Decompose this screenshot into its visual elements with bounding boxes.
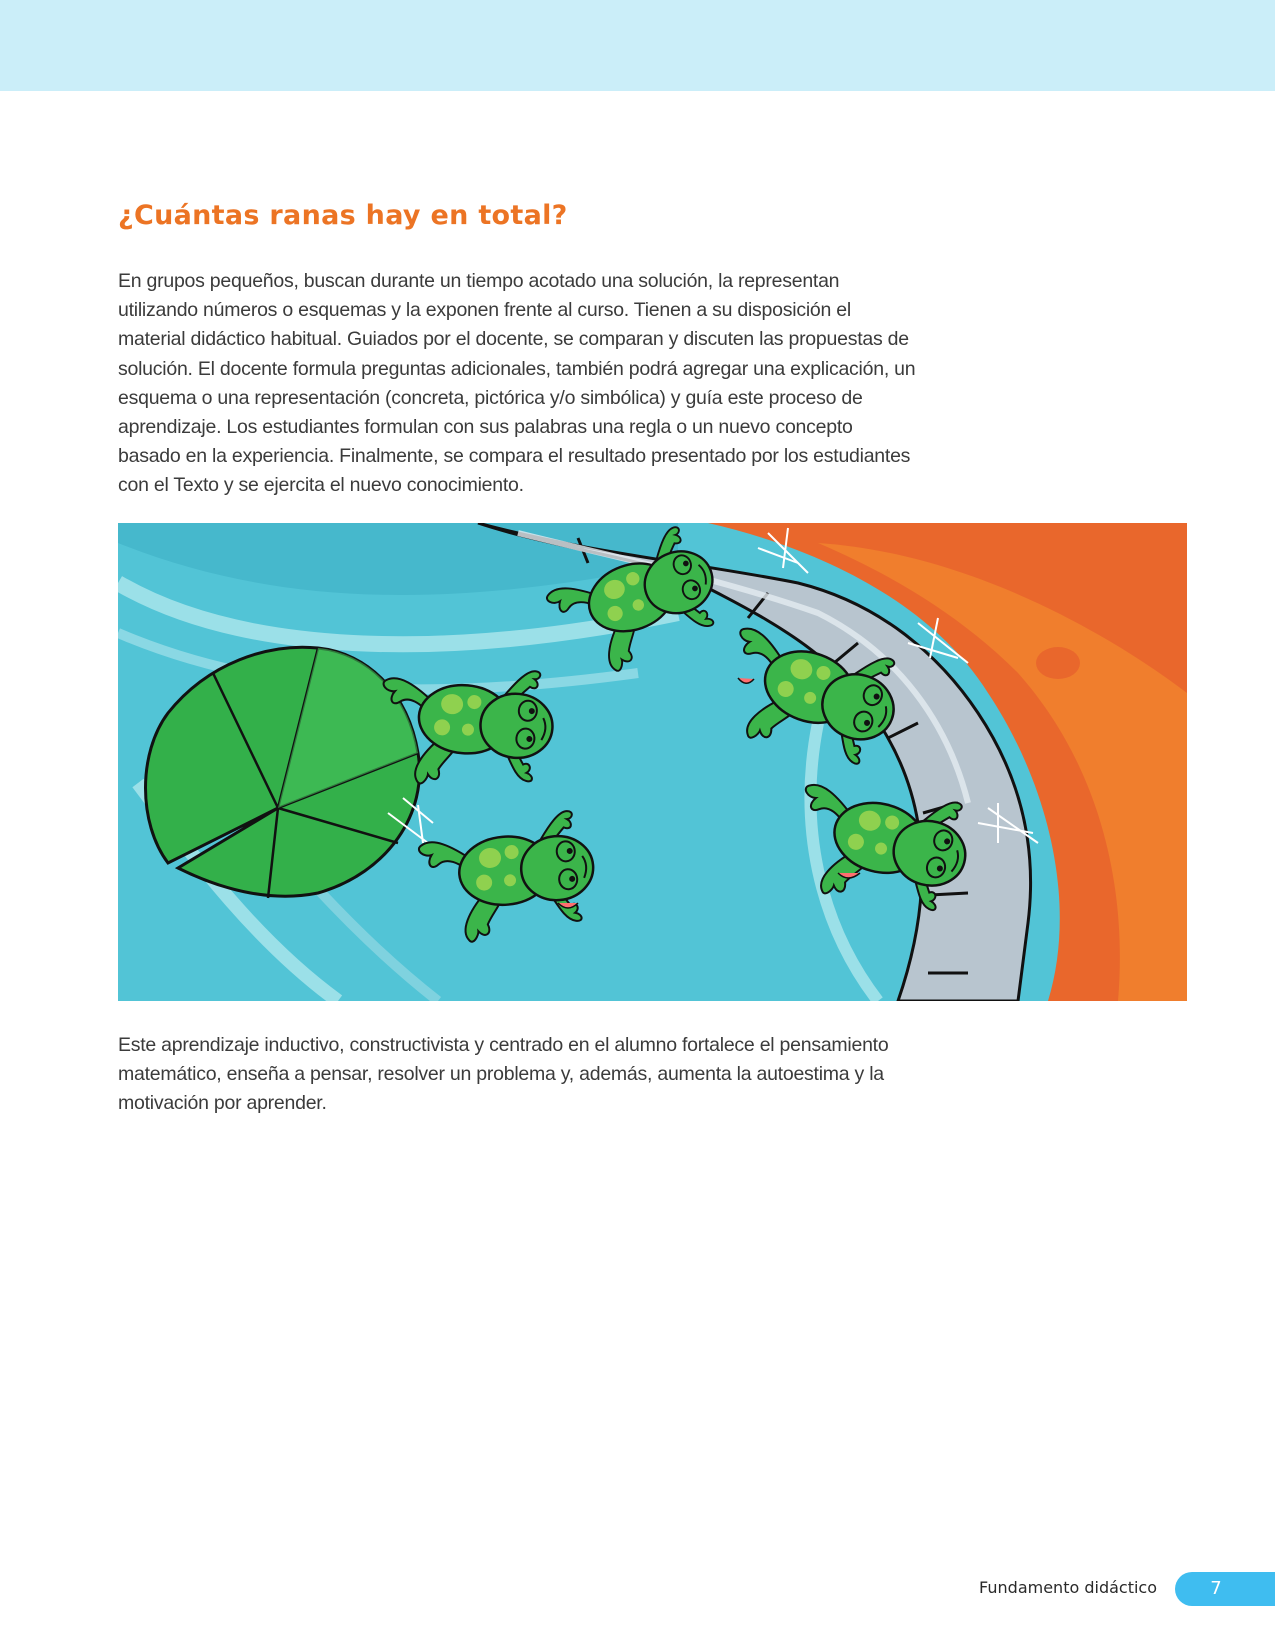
page-title: ¿Cuántas ranas hay en total? [118, 200, 568, 231]
page-number: 7 [1210, 1578, 1222, 1599]
intro-paragraph: En grupos pequeños, buscan durante un tiempo acotado una solución, la representan utilizando números o esquemas y la exponen frente al curso. Tienen a su disposición el material didáctico habitual. Guiados por el docente, se comparan y discuten las propuestas de solución. El docente formula preguntas adicionales, también podrá agregar una explicación, un esquema o una representación (concreta, pictórica y/o simbólica) y guía este proceso de aprendizaje. Los estudiantes formulan con sus palabras una regla o un nuevo concepto basado en la experiencia. Finalmente, se compara el resultado presentado por los estudiantes con el Texto y se ejercita el nuevo conocimiento. [118, 270, 916, 497]
top-header-band [0, 0, 1275, 91]
footer-section-label: Fundamento didáctico [979, 1578, 1157, 1597]
conclusion-paragraph: Este aprendizaje inductivo, constructivista y centrado en el alumno fortalece el pensamiento matemático, enseña a pensar, resolver un problema y, además, aumenta la autoestima y la motivación por aprender. [118, 1034, 889, 1115]
frogs-pond-illustration [118, 523, 1187, 1001]
